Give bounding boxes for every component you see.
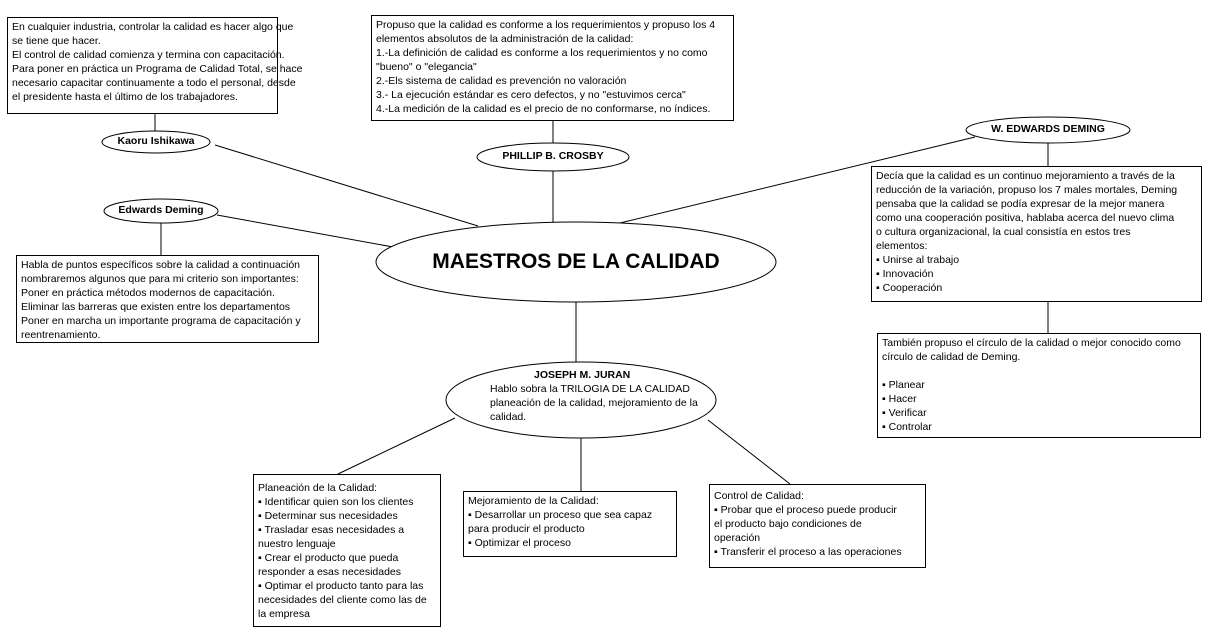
connector	[215, 145, 478, 226]
text-line: ▪ Unirse al trabajo	[876, 254, 960, 266]
text-line: Poner en práctica métodos modernos de capacitación.	[21, 287, 275, 299]
text-line: pensaba que la calidad se podía expresar de la mejor manera	[876, 198, 1165, 210]
text-line: También propuso el círculo de la calidad o mejor conocido como	[882, 337, 1181, 349]
text-line: 2.-Els sistema de calidad es prevención no valoración	[376, 75, 627, 87]
text-line: ▪ Planear	[882, 379, 925, 391]
text-line: ▪ Optimar el producto tanto para las	[258, 580, 424, 592]
connector	[708, 420, 790, 484]
text-line: Control de Calidad:	[714, 490, 804, 502]
text-line: 4.-La medición de la calidad es el precio de no conformarse, no índices.	[376, 103, 711, 115]
text-line: ▪ Cooperación	[876, 282, 943, 294]
text-line: Eliminar las barreras que existen entre los departamentos	[21, 301, 291, 313]
text-line: necesario capacitar continuamente a todo el personal, desde	[12, 77, 296, 89]
main-title: MAESTROS DE LA CALIDAD	[432, 250, 720, 273]
text-line: ▪ Transferir el proceso a las operaciones	[714, 546, 902, 558]
text-line: necesidades del cliente como las de	[258, 594, 427, 606]
text-line: Hablo sobra la TRILOGIA DE LA CALIDAD	[490, 383, 690, 395]
ishikawa-box	[7, 17, 303, 114]
text-line: la empresa	[258, 608, 310, 620]
text-line: Decía que la calidad es un continuo mejoramiento a través de la	[876, 170, 1175, 182]
text-line: ▪ Controlar	[882, 421, 932, 433]
deming-circle-box	[877, 333, 1201, 438]
text-line: elementos:	[876, 240, 928, 252]
text-line: 3.- La ejecución estándar es cero defectos, y no "estuvimos cerca"	[376, 89, 686, 101]
edwards-deming-box	[16, 255, 319, 343]
text-line: operación	[714, 532, 761, 544]
text-line: Mejoramiento de la Calidad:	[468, 495, 599, 507]
connector	[217, 215, 393, 247]
text-line: nombraremos algunos que para mi criterio son importantes:	[21, 273, 299, 285]
text-line: ▪ Trasladar esas necesidades a	[258, 524, 405, 536]
juran-label: JOSEPH M. JURAN	[534, 369, 631, 381]
text-line: ▪ Desarrollar un proceso que sea capaz	[468, 509, 653, 521]
text-line: calidad.	[490, 411, 527, 423]
text-line: ▪ Crear el producto que pueda	[258, 552, 399, 564]
text-line: ▪ Innovación	[876, 268, 934, 280]
crosby-label: PHILLIP B. CROSBY	[502, 150, 604, 162]
text-line: elementos absolutos de la administración de la calidad:	[376, 33, 634, 45]
planeacion-box	[253, 474, 441, 627]
text-line: o cultura organizacional, la cual consistía en estos tres	[876, 226, 1131, 238]
text-line: el presidente hasta el último de los trabajadores.	[12, 91, 238, 103]
text-line: Para poner en práctica un Programa de Calidad Total, se hace	[12, 63, 303, 75]
ishikawa-label: Kaoru Ishikawa	[117, 135, 195, 147]
text-line: reducción de la variación, propuso los 7 males mortales, Deming	[876, 184, 1178, 196]
text-line: Habla de puntos específicos sobre la calidad a continuación	[21, 259, 301, 271]
text-line: ▪ Verificar	[882, 407, 927, 419]
edwards-deming-label: Edwards Deming	[118, 204, 204, 216]
text-line	[882, 364, 1196, 378]
text-line: el producto bajo condiciones de	[714, 518, 862, 530]
w-deming-label: W. EDWARDS DEMING	[991, 123, 1105, 135]
mejoramiento-box	[463, 491, 677, 557]
text-line: "bueno" o "elegancia"	[376, 61, 477, 73]
text-line: ▪ Determinar sus necesidades	[258, 510, 398, 522]
juran-text	[490, 368, 698, 424]
text-line: para producir el producto	[468, 523, 585, 535]
text-line: Propuso que la calidad es conforme a los requerimientos y propuso los 4	[376, 19, 716, 31]
text-line: ▪ Optimizar el proceso	[468, 537, 571, 549]
control-box	[709, 484, 926, 568]
text-line: reentrenamiento.	[21, 329, 101, 341]
text-line: ▪ Probar que el proceso puede producir	[714, 504, 897, 516]
text-line: responder a esas necesidades	[258, 566, 402, 578]
text-line: En cualquier industria, controlar la calidad es hacer algo que	[12, 21, 294, 33]
text-line: planeación de la calidad, mejoramiento de la	[490, 397, 698, 409]
connector	[338, 418, 455, 474]
text-line: ▪ Hacer	[882, 393, 917, 405]
w-deming-box	[871, 166, 1202, 302]
text-line: 1.-La definición de calidad es conforme a los requerimientos y no como	[376, 47, 708, 59]
text-line: Planeación de la Calidad:	[258, 482, 378, 494]
text-line: Poner en marcha un importante programa de capacitación y	[21, 315, 301, 327]
text-line: se tiene que hacer.	[12, 35, 101, 47]
text-line: ▪ Identificar quien son los clientes	[258, 496, 414, 508]
text-line: El control de calidad comienza y termina con capacitación.	[12, 49, 285, 61]
text-line: círculo de calidad de Deming.	[882, 351, 1021, 363]
text-line: como una cooperación positiva, hablaba acerca del nuevo clima	[876, 212, 1175, 224]
crosby-box	[371, 15, 734, 121]
text-line: nuestro lenguaje	[258, 538, 336, 550]
